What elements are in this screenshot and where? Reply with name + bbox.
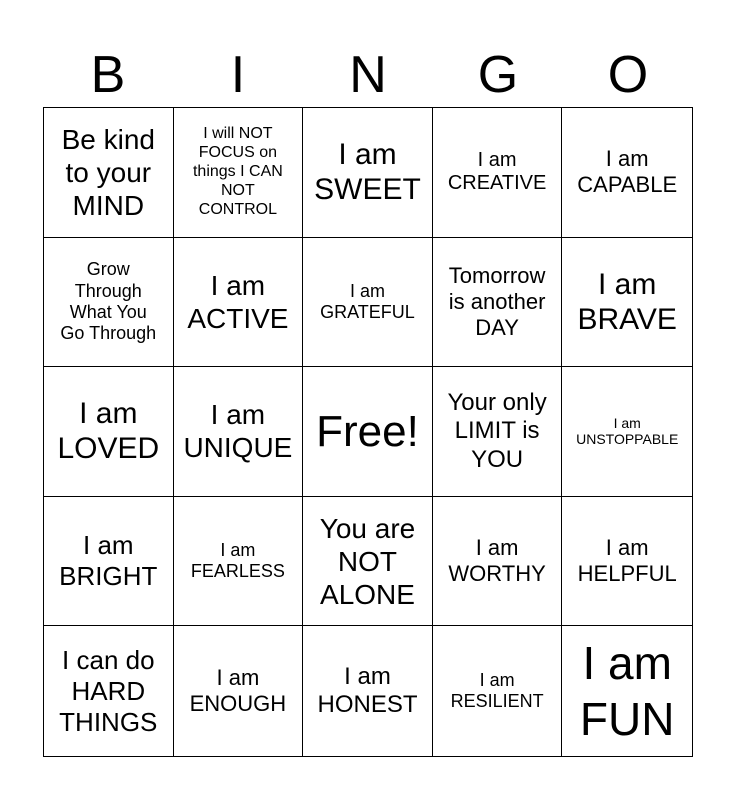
- bingo-cell: I am UNIQUE: [174, 367, 304, 497]
- header-letter-b: B: [90, 46, 126, 104]
- header-letter-i: I: [230, 46, 246, 104]
- header-letter-g: G: [477, 46, 519, 104]
- bingo-cell: I am RESILIENT: [433, 626, 563, 756]
- bingo-cell: I am HONEST: [303, 626, 433, 756]
- bingo-cell: I am WORTHY: [433, 497, 563, 627]
- bingo-cell: I am ACTIVE: [174, 238, 304, 368]
- header-letter-n: N: [349, 46, 387, 104]
- free-space: Free!: [303, 367, 433, 497]
- bingo-cell: I am FEARLESS: [174, 497, 304, 627]
- bingo-cell: Your only LIMIT is YOU: [433, 367, 563, 497]
- bingo-board: [43, 107, 693, 757]
- bingo-cell: I am BRAVE: [562, 238, 692, 368]
- bingo-cell: Tomorrow is another DAY: [433, 238, 563, 368]
- bingo-cell: I am BRIGHT: [44, 497, 174, 627]
- bingo-cell: I am HELPFUL: [562, 497, 692, 627]
- bingo-cell: Be kind to your MIND: [44, 108, 174, 238]
- bingo-cell: I am UNSTOPPABLE: [562, 367, 692, 497]
- bingo-header: [43, 44, 693, 106]
- bingo-cell: I am CREATIVE: [433, 108, 563, 238]
- bingo-cell: I can do HARD THINGS: [44, 626, 174, 756]
- bingo-cell: I am GRATEFUL: [303, 238, 433, 368]
- bingo-cell: I will NOT FOCUS on things I CAN NOT CONTROL: [174, 108, 304, 238]
- bingo-cell: Grow Through What You Go Through: [44, 238, 174, 368]
- bingo-cell: You are NOT ALONE: [303, 497, 433, 627]
- bingo-cell: I am FUN: [579, 637, 675, 746]
- bingo-cell: I am LOVED: [44, 367, 174, 497]
- bingo-cell: I am CAPABLE: [562, 108, 692, 238]
- bingo-cell: I am ENOUGH: [174, 626, 304, 756]
- header-letter-o: O: [607, 46, 649, 104]
- bingo-cell: I am SWEET: [303, 108, 433, 238]
